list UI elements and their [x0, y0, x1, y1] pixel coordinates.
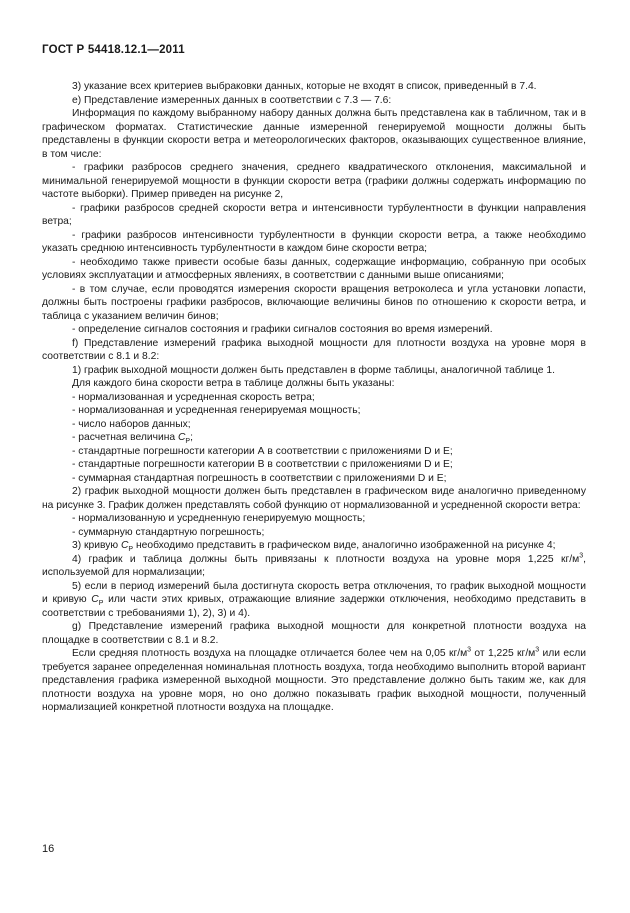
text-run: - расчетная величина: [72, 432, 178, 443]
paragraph: Информация по каждому выбранному набору данных должна быть представлена как в табличном, так и в графическом форматах. Статистические данные измеренной генерируемой мощности должны быть представлены в функции скорости ветра и метеорологических факторов, оказывающих существенное влияние, в том числе:: [42, 108, 586, 160]
paragraph: 2) график выходной мощности должен быть представлен в графическом виде аналогично приведенному на рисунке 3. График должен представлять собой функцию от нормализованной и усредненной скорости ветра:: [42, 486, 586, 511]
list-item: - в том случае, если проводятся измерения скорости вращения ветроколеса и угла установки лопасти, должны быть построены графики разбросов, включающие величины бинов по отношению к скорости ветра, и таблица с указанием величин бинов;: [42, 283, 586, 322]
list-item: - суммарную стандартную погрешность;: [72, 526, 265, 538]
list-item: - графики разбросов интенсивности турбулентности в функции скорости ветра, а также необходимо указать среднюю интенсивность турбулентности в каждом бине скорости ветра;: [42, 229, 586, 254]
list-item: - суммарная стандартная погрешность в соответствии с приложениями D и E;: [72, 472, 447, 484]
list-item: - стандартные погрешности категории В в соответствии с приложениями D и E;: [72, 459, 453, 470]
text-run: от 1,225 кг/м: [471, 648, 536, 659]
document-body: [42, 80, 586, 715]
document-header: ГОСТ Р 54418.12.1—2011: [42, 44, 185, 56]
text-run: Если средняя плотность воздуха на площадке отличается более чем на 0,05 кг/м: [72, 648, 468, 659]
paragraph: g) Представление измерений графика выходной мощности для конкретной плотности воздуха на площадке в соответствии с 8.1 и 8.2.: [42, 621, 586, 646]
paragraph: [42, 553, 586, 580]
symbol: C: [177, 432, 186, 443]
text-run: 4) график и таблица должны быть привязаны к плотности воздуха на уровне моря 1,225 кг/м: [72, 553, 580, 565]
list-item: - нормализованная и усредненная скорость ветра;: [72, 391, 315, 403]
paragraph: [42, 647, 586, 715]
text-run: 3) кривую: [72, 540, 121, 551]
list-item: - определение сигналов состояния и графики сигналов состояния во время измерений.: [72, 324, 493, 335]
list-item: - графики разбросов среднего значения, среднего квадратического отклонения, максимальной и минимальной генерируемой мощности в функции скорости ветра (графики должны содержать информацию по частоте выборки). Пример приведен на рисунке 2,: [42, 162, 586, 200]
paragraph: Для каждого бина скорости ветра в таблице должны быть указаны:: [72, 378, 395, 389]
list-item: - графики разбросов средней скорости ветра и интенсивности турбулентности в функции направления ветра;: [42, 202, 586, 227]
text-run: или части этих кривых, отражающие влияние задержки отключения, необходимо представить в соответствии с требованиями 1), 2), 3) и 4).: [42, 594, 586, 619]
subscript: P: [128, 546, 134, 554]
text-run: 5) если в период измерений была достигнута скорость ветра отключения, то график выходной мощности и кривую: [42, 580, 586, 605]
symbol: C: [91, 594, 99, 605]
superscript: 3: [579, 552, 584, 560]
symbol: C: [120, 540, 129, 551]
text-run: , используемой для нормализации;: [42, 553, 586, 578]
text-run: необходимо представить в графическом виде, аналогично изображенной на рисунке 4;: [133, 540, 556, 551]
list-item: - нормализованная и усредненная генерируемая мощность;: [72, 405, 361, 416]
subscript: P: [185, 438, 191, 446]
list-item: - необходимо также привести особые базы данных, содержащие информацию, собранную при особых условиях эксплуатации и атмосферных явлениях, в соответствии с данными выше описаниями;: [42, 256, 586, 281]
text-run: ;: [190, 432, 193, 443]
paragraph: [42, 539, 586, 553]
paragraph: f) Представление измерений графика выходной мощности для плотности воздуха на уровне моря в соответствии с 8.1 и 8.2:: [42, 337, 586, 362]
list-item: - нормализованную и усредненную генерируемую мощность;: [72, 513, 366, 524]
page-number: 16: [42, 843, 55, 855]
list-item: [42, 431, 586, 445]
list-item: - число наборов данных;: [72, 418, 191, 430]
subscript: P: [98, 600, 104, 608]
paragraph: е) Представление измеренных данных в соответствии с 7.3 — 7.6:: [72, 94, 392, 106]
superscript: 3: [535, 646, 540, 654]
paragraph: 3) указание всех критериев выбраковки данных, которые не входят в список, приведенный в 7.4.: [72, 81, 537, 92]
text-run: или если требуется заранее определенная номинальная плотность воздуха, тогда необходимо выполнить второй вариант представления графика измеренной выходной мощности. Это представление должно быть таким же, как для плотности воздуха на уровне моря, но оно должно показывать график выходной мощности, полученный нормализацией конкретной плотности воздуха на площадке.: [42, 648, 586, 713]
paragraph: [42, 580, 586, 621]
superscript: 3: [467, 646, 472, 654]
paragraph: 1) график выходной мощности должен быть представлен в форме таблицы, аналогичной таблице 1.: [72, 364, 555, 376]
list-item: - стандартные погрешности категории А в соответствии с приложениями D и E;: [72, 445, 453, 457]
